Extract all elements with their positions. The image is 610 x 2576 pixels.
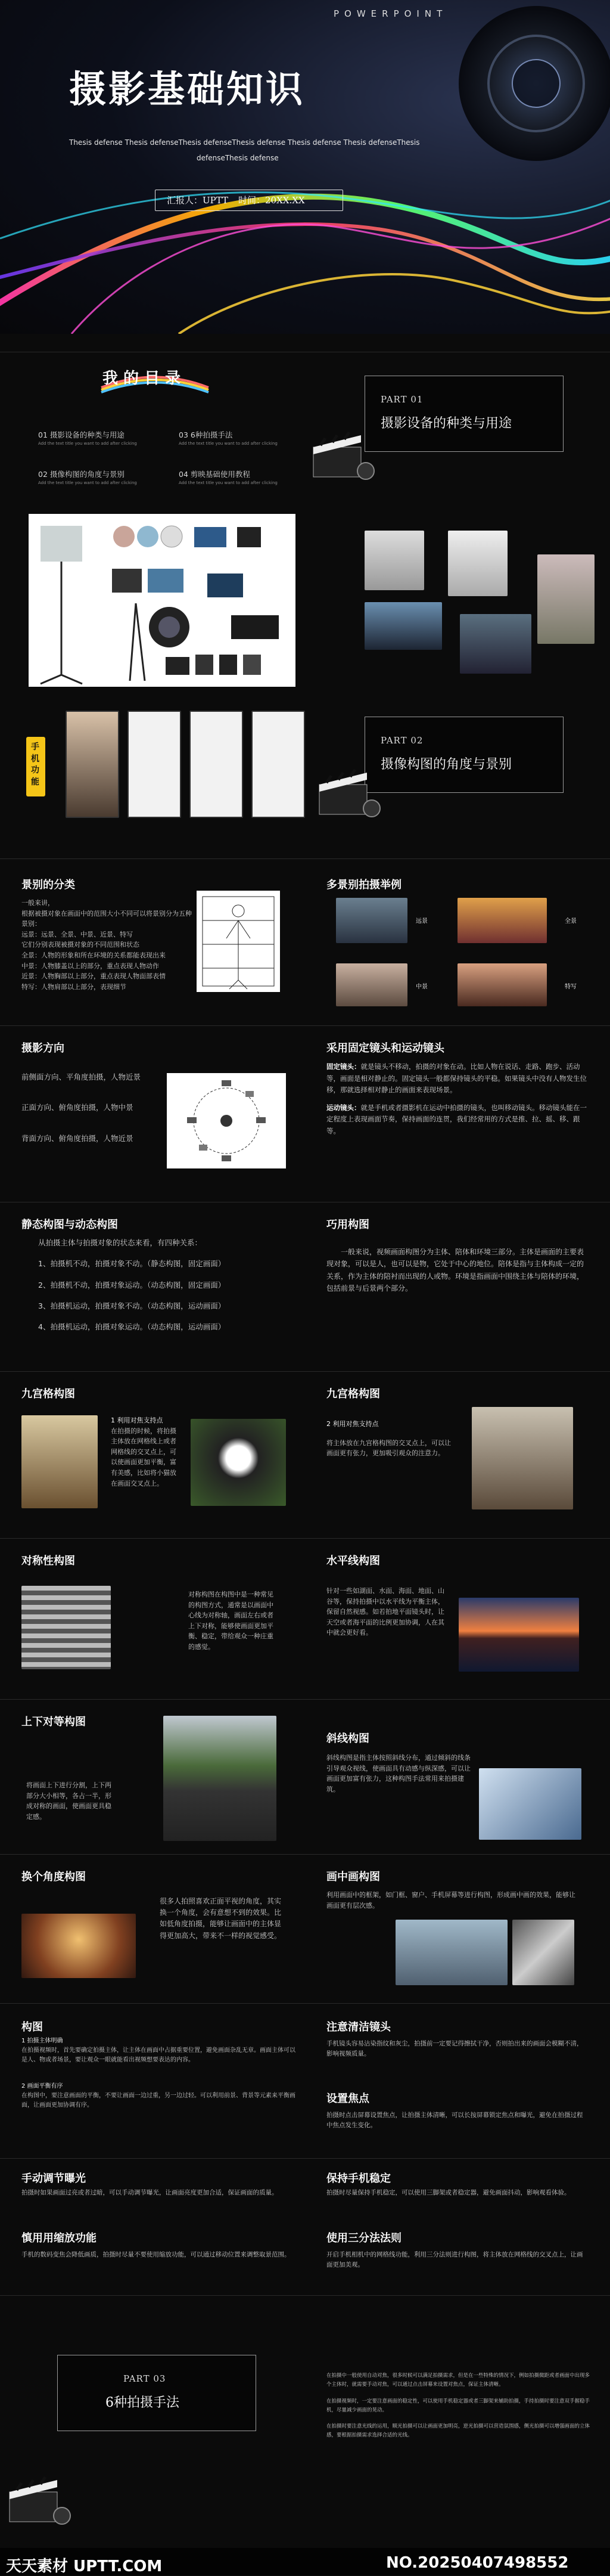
shot-types-diagram	[197, 891, 280, 992]
reporter-label: 汇报人：UPTT	[167, 195, 229, 206]
part-number: PART 02	[381, 735, 424, 746]
toc-title: 我 的 目 录	[102, 370, 181, 388]
toc-item-2	[38, 469, 157, 485]
light-trails-graphic	[0, 0, 610, 334]
movement-text	[326, 1061, 589, 1137]
static-text	[38, 1236, 288, 1333]
toc-item-sub: Add the text title you want to add after clicking	[38, 481, 137, 485]
updown-text: 将画面上下进行分割，上下两部分大小相等，各占一半，形成对称的画面，使画面更具稳定感。	[26, 1781, 111, 1821]
photo-landscape-laptop	[365, 602, 442, 650]
frame-title: 画中画构图	[326, 1871, 380, 1883]
footer-site: 天天素材 UPTT.COM	[6, 2558, 163, 2575]
symmetry-title: 对称性构图	[21, 1555, 75, 1567]
composition-h1: 1 拍摄主体明确	[21, 2038, 63, 2044]
stable-title: 保持手机稳定	[326, 2172, 391, 2185]
shot-label: 中景	[416, 984, 428, 990]
updown-title: 上下对等构图	[21, 1716, 86, 1728]
symmetry-text: 对称构图在构图中是一种常见的构图方式，通常是以画面中心线为对称轴，画面左右或者上下对称，能够使画面更加平衡、稳定，带给观众一种庄重的感觉。	[188, 1591, 273, 1651]
part-01-box	[365, 376, 564, 452]
photo-cafe	[472, 1407, 573, 1509]
grid1-title: 九宫格构图	[21, 1388, 75, 1400]
shot-types-line: 全景：人物的形象和所在环境的关系都能表现出来	[21, 951, 166, 959]
photo-rabbit	[191, 1419, 286, 1506]
movement-title: 采用固定镜头和运动镜头	[326, 1042, 444, 1055]
moving-lens-head: 运动镜头：	[326, 1103, 361, 1112]
static-intro: 从拍摄主体与拍摄对象的状态来看，有四种关系：	[38, 1238, 203, 1247]
part-title: 摄像构图的角度与景别	[381, 757, 512, 772]
phone-screens	[66, 711, 303, 816]
grid1-text	[111, 1415, 182, 1489]
text-block-p3: 在拍摄时要注意光线的运用，顺光拍摄可以让画面更加明亮，逆光拍摄可以营造氛围感，侧光拍摄可以增强画面的立体感，要根据拍摄需求选择合适的光线。	[326, 2423, 590, 2439]
thirds-text: 开启手机相机中的网格线功能，利用三分法则进行构图，将主体放在网格线的交叉点上，让画面更加美观。	[326, 2251, 583, 2268]
composition-text	[21, 2036, 295, 2110]
shot-types-line: 中景：人物膝盖以上的部分，重点表现人物动作	[21, 962, 159, 970]
direction-list	[21, 1071, 164, 1145]
shot-types-line: 远景：远景、全景、中景、近景、特写	[21, 930, 133, 938]
stable-text: 拍摄时尽量保持手机稳定，可以使用三脚架或者稳定器，避免画面抖动，影响观看体验。	[326, 2189, 571, 2196]
camera-angle-graphic	[167, 1073, 286, 1168]
toc-item-1	[38, 429, 157, 446]
toc-item-4	[179, 469, 298, 485]
horizontal-title: 水平线构图	[326, 1555, 380, 1567]
photo-sunset-sea	[459, 1598, 579, 1672]
toc-item-3	[179, 429, 298, 446]
grid2-title: 九宫格构图	[326, 1388, 380, 1400]
grid2-text	[326, 1419, 452, 1459]
static-item: 4、拍摄机运动，拍摄对象运动。（动态构图，运动画面）	[38, 1322, 226, 1331]
exposure-title: 手动调节曝光	[21, 2172, 86, 2185]
shot-label: 特写	[565, 984, 577, 990]
clapperboard-icon	[310, 429, 375, 486]
text-block	[326, 2372, 591, 2441]
focus-title: 设置焦点	[326, 2093, 369, 2105]
hdr-text: 手机的数码变焦会降低画质，拍摄时尽量不要使用缩放功能，可以通过移动位置来调整取景范围。	[21, 2251, 291, 2258]
fixed-lens-head: 固定镜头：	[326, 1062, 361, 1071]
shot-types-intro: 一般来讲，	[21, 899, 54, 907]
photo-stairs	[21, 1586, 111, 1669]
hero-subtitle-1: Thesis defense Thesis defenseThesis defenseThesis defense Thesis defense Thesis defenseThesis	[69, 138, 420, 147]
grid1-head: 1 利用对焦支持点	[111, 1416, 163, 1424]
static-title: 静态构图与动态构图	[21, 1219, 118, 1231]
part-number: PART 03	[123, 2373, 166, 2384]
footer-code: NO.20250407498552	[386, 2554, 569, 2572]
text-block-p2: 在拍摄视频时，一定要注意画面的稳定性，可以使用手机稳定器或者三脚架来辅助拍摄，手持拍摄时要注意双手握稳手机，尽量减少画面的晃动。	[326, 2398, 590, 2413]
toc-item-label: 02 摄像构图的角度与景别	[38, 470, 125, 479]
toc-item-label: 01 摄影设备的种类与用途	[38, 430, 125, 439]
lens-text: 手机镜头容易沾染指纹和灰尘，拍摄前一定要记得擦拭干净，否则拍出来的画面会模糊不清，影响视频质量。	[326, 2040, 583, 2057]
horizontal-text: 针对一些如湖面、水面、海面、地面、山谷等，保持拍摄中以水平线为平衡主体，保留自然视感。如若拍地平面镜头时，让天空或者海平面的比例更加协调，人在其中就会更好看。	[326, 1587, 444, 1637]
clever-title: 巧用构图	[326, 1219, 369, 1231]
shot-types-title: 景别的分类	[21, 879, 75, 891]
toc-item-sub: Add the text title you want to add after clicking	[179, 441, 278, 446]
composition-p2: 在构图中，要注意画面的平衡，不要让画面一边过重，另一边过轻。可以利用前景、背景等元素来平衡画面，让画面更加协调有序。	[21, 2093, 295, 2109]
part-title: 6种拍摄手法	[105, 2395, 179, 2410]
photo-indoor	[365, 531, 424, 590]
multi-shot-title: 多景别拍摄举例	[326, 879, 402, 891]
lens-title: 注意清洁镜头	[326, 2021, 391, 2033]
direction-line: 背面方向、俯角度拍摄，人物近景	[21, 1133, 133, 1143]
photo-phone-frame	[396, 1920, 508, 1985]
moving-lens-text: 就是手机或者摄影机在运动中拍摄的镜头，也叫移动镜头。移动镜头能在一定程度上表现画面节奏，保持画面的连贯，我们经常用的方式是推、拉、摇、移、跟等。	[326, 1103, 587, 1135]
direction-diagram	[167, 1073, 286, 1168]
exposure-text: 拍摄时如果画面过亮或者过暗，可以手动调节曝光，让画面亮度更加合适，保证画面的质量。	[21, 2189, 278, 2196]
frame-text: 利用画面中的框架，如门框、窗户、手机屏幕等进行构图，形成画中画的效果，能够让画面更有层次感。	[326, 1891, 575, 1909]
shot-types-text	[21, 898, 194, 992]
photo-building	[479, 1768, 581, 1840]
phone-label: 手机功能	[31, 742, 39, 787]
photo-road	[163, 1716, 276, 1841]
photo-medium	[336, 963, 407, 1006]
hero-subtitle-2: defenseThesis defense	[197, 154, 279, 162]
angle-text: 很多人拍照喜欢正面平视的角度，其实换一个角度，会有意想不到的效果。比如低角度拍摄，能够让画面中的主体显得更加高大，带来不一样的视觉感受。	[160, 1897, 282, 1940]
grid2-body: 将主体放在九宫格构图的交叉点上，可以让画面更有张力，更加吸引观众的注意力。	[326, 1439, 451, 1458]
toc-item-label: 03 6种拍摄手法	[179, 430, 233, 439]
clapperboard-icon	[6, 2474, 71, 2531]
time-label: 时间：20XX.XX	[238, 195, 305, 206]
shot-types-line: 它们分别表现被摄对象的不同范围和状态	[21, 941, 139, 949]
toc-item-label: 04 剪映基础使用教程	[179, 470, 250, 479]
thirds-title: 使用三分法法则	[326, 2232, 402, 2245]
photo-studio	[448, 531, 508, 596]
shot-types-line: 特写：人物肩部以上部分，表现细节	[21, 982, 126, 991]
part-02-box	[365, 717, 564, 793]
shot-types-line: 根据被摄对象在画面中的范围大小不同可以将景别分为五种景别：	[21, 909, 192, 928]
part-03-box	[57, 2355, 256, 2431]
phone-screen-settings-3	[251, 711, 305, 818]
equipment-illustration	[29, 514, 295, 687]
fixed-lens-text: 就是镜头不移动，拍摄的对象在动。比如人物在说话、走路、跑步、活动等，画面是相对静止的。固定镜头一般都保持镜头的平稳。如果镜头中没有人物发生位移，那就选择相对静止的画面来表现场景。	[326, 1062, 587, 1095]
phone-screen-settings-2	[189, 711, 243, 818]
composition-title: 构图	[21, 2021, 43, 2033]
photo-portrait	[537, 554, 595, 644]
text-block-p1: 在拍摄中一般使用自动对焦，很多时候可以满足拍摄需求，但是在一些特殊的情况下，例如拍摄微距或者画面中出现多个主体时，就需要手动对焦，可以通过点击屏幕来设置对焦点，保证主体清晰。	[326, 2373, 590, 2388]
page-title: 摄影基础知识	[69, 67, 306, 111]
camera-gear-graphic	[29, 514, 295, 687]
photo-far	[336, 898, 407, 943]
hdr-title: 慎用用缩放功能	[21, 2232, 97, 2245]
figure-sketch-graphic	[197, 891, 280, 992]
photographer-photos	[365, 531, 595, 674]
clapperboard-icon	[316, 767, 381, 824]
focus-text: 拍摄时点击屏幕设置焦点，让拍摄主体清晰，可以长按屏幕锁定焦点和曝光，避免在拍摄过程中焦点发生变化。	[326, 2112, 583, 2129]
toc-item-sub: Add the text title you want to add after clicking	[38, 441, 137, 446]
photo-full	[458, 898, 547, 943]
photo-architecture	[512, 1920, 574, 1985]
phone-screen-settings-1	[127, 711, 181, 818]
static-item: 1、拍摄机不动，拍摄对象不动。（静态构图，固定画面）	[38, 1259, 226, 1269]
composition-p1: 在拍摄视频时，首先要确定拍摄主体，让主体在画面中占据重要位置，避免画面杂乱无章。画面主体可以是人、物或者场景，要让观众一眼就能看出视频想要表达的内容。	[21, 2047, 295, 2063]
shot-label: 远景	[416, 918, 428, 925]
diagonal-title: 斜线构图	[326, 1732, 369, 1745]
direction-line: 正面方向、俯角度拍摄，人物中景	[21, 1103, 133, 1112]
photo-outdoor	[460, 614, 531, 674]
photo-autumn	[21, 1914, 136, 1978]
composition-h2: 2 画面平衡有序	[21, 2083, 63, 2090]
direction-line: 前侧面方向、平角度拍摄，人物近景	[21, 1072, 141, 1081]
grid2-head: 2 利用对焦支持点	[326, 1420, 379, 1428]
shot-types-line: 近景：人物胸部以上部分，重点表现人物面部表情	[21, 972, 166, 981]
powerpoint-label: POWERPOINT	[334, 8, 448, 19]
photo-room	[21, 1415, 98, 1508]
hero-banner	[0, 0, 610, 334]
photo-close	[458, 963, 547, 1006]
clever-text: 一般来说，视频画面构图分为主体、陪体和环境三部分。主体是画面的主要表现对象，可以是人，也可以是物，它处于中心的地位。陪体是指与主体构成一定的关系，作为主体的陪衬而出现的人或物。环境是指画面中围绕主体与陪体的环境，包括前景与后景两个部分。	[326, 1248, 584, 1293]
shot-label: 全景	[565, 918, 577, 925]
phone-screen-camera	[66, 711, 119, 818]
static-item: 3、拍摄机运动，拍摄对象不动。（动态构图，运动画面）	[38, 1301, 226, 1310]
toc-item-sub: Add the text title you want to add after clicking	[179, 481, 278, 485]
part-number: PART 01	[381, 394, 424, 405]
angle-title: 换个角度构图	[21, 1871, 86, 1883]
part-title: 摄影设备的种类与用途	[381, 416, 512, 431]
grid1-body: 在拍摄的时候，将拍摄主体放在网格线上或者网格线的交叉点上，可以使画面更加平衡，富有美感，比如将小猫放在画面交叉点上。	[111, 1427, 176, 1487]
direction-title: 摄影方向	[21, 1042, 64, 1055]
static-item: 2、拍摄机不动，拍摄对象运动。（动态构图，固定画面）	[38, 1280, 226, 1289]
multi-shot-grid	[326, 898, 589, 1011]
diagonal-text: 斜线构图是指主体按照斜线分布，通过倾斜的线条引导观众视线，使画面具有动感与纵深感，可以让画面更加富有张力，这种构图手法常用来拍摄建筑。	[326, 1754, 471, 1793]
